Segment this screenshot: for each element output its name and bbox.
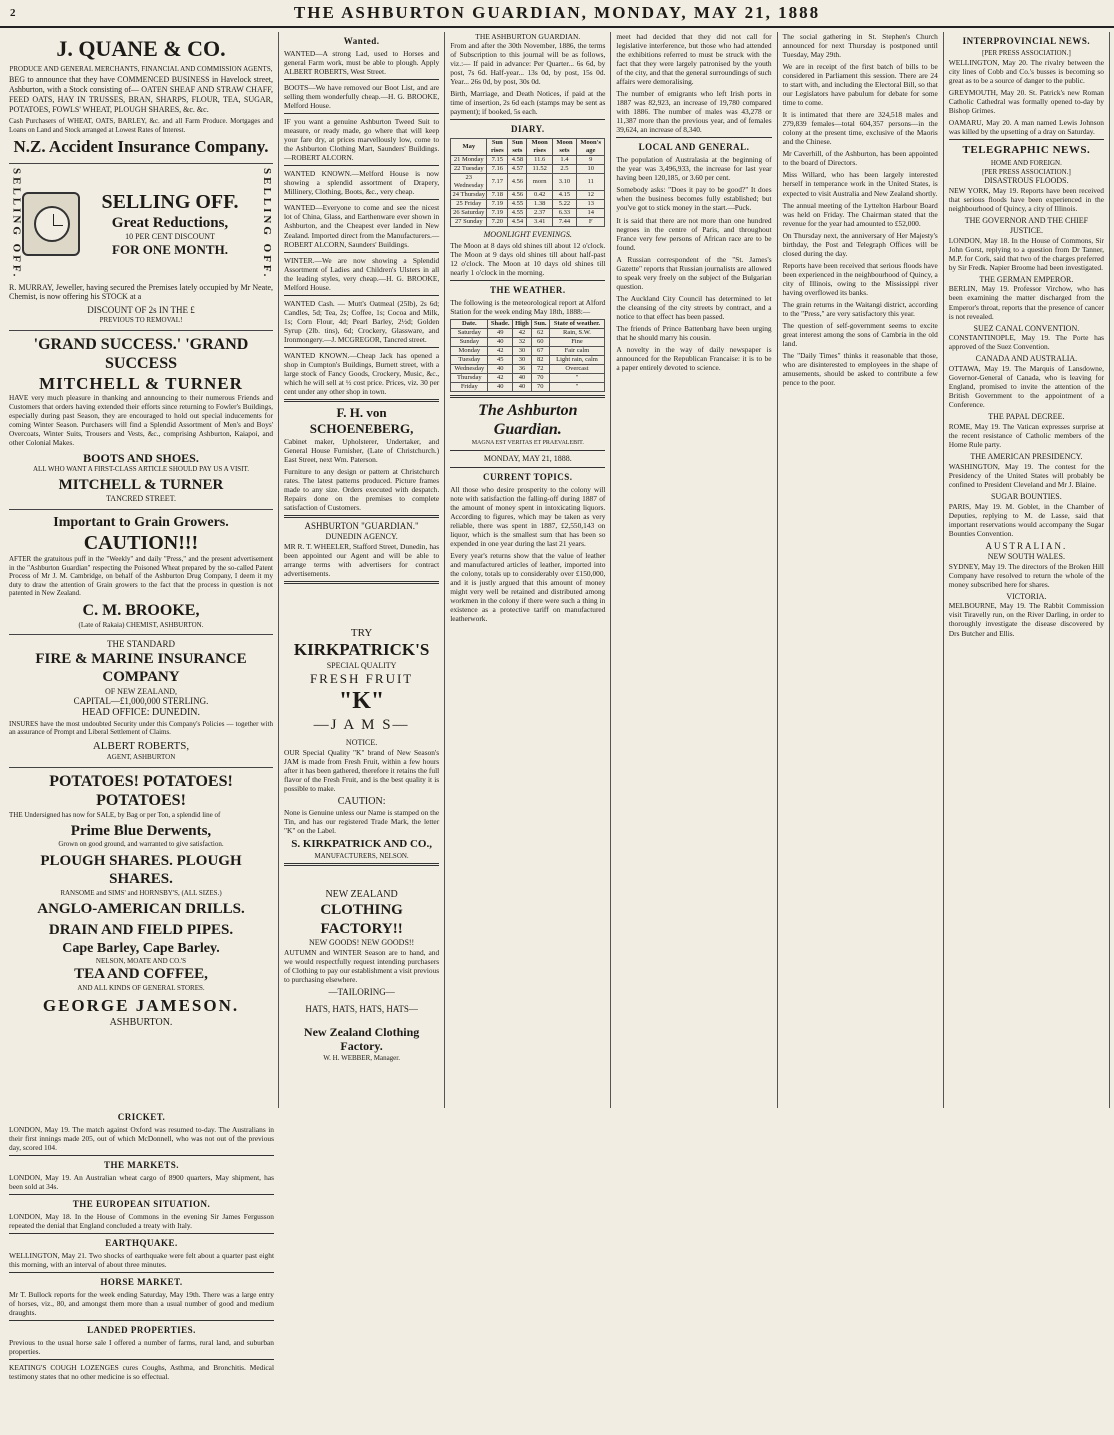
quane-body: BEG to announce that they have COMMENCED BUSINESS in Havelock street, Ashburton, with a Stock consisting of— OATEN SHEAF AND STRAW CHAFF, FEED OATS, HAY IN TRUSSES, BRAN, SHARPS, FLOUR, TEA, SUGAR, POTATOES, FOWLS' WHEAT, PLOUGH SHARES, &c. &c. bbox=[9, 75, 273, 114]
mitchell-ad bbox=[9, 331, 273, 510]
nelson-moate: NELSON, MOATE AND CO.'S bbox=[95, 956, 187, 965]
gov-chief: THE GOVERNOR AND THE CHIEF JUSTICE. bbox=[964, 216, 1089, 235]
home-foreign: HOME AND FOREIGN. bbox=[990, 159, 1062, 168]
diary-cell: 22 Tuesday bbox=[451, 165, 487, 174]
local-paragraph: The Auckland City Council has determined to let the cleansing of the city streets by contract, and a notice to that effect has been passed. bbox=[616, 293, 772, 321]
wanted-ad: WANTED KNOWN.—Melford House is now showing a splendid assortment of Drapery, Millinery, Clothing, Boots, &c., very cheap. bbox=[284, 169, 440, 197]
disastrous-floods: DISASTROUS FLOODS. bbox=[984, 176, 1069, 186]
subscription-head: THE ASHBURTON GUARDIAN. bbox=[475, 32, 581, 41]
weather-row bbox=[451, 365, 605, 374]
local-paragraph: The population of Australasia at the beginning of the year was 3,496,933, the increase for last year having been 120,185, or 3.60 per cent. bbox=[616, 155, 772, 183]
column-5 bbox=[778, 32, 944, 1108]
mitchell-title: MITCHELL & TURNER bbox=[39, 373, 243, 393]
telegram: LONDON, May 19. The match against Oxford was resumed to-day. The Australians in their first innings made 205, out of which McDonnell, who was not out of the previous day, scored 104. bbox=[9, 1125, 274, 1153]
diary-cell: 7.18 bbox=[487, 190, 508, 199]
notice-body: OUR Special Quality "K" brand of New Season's JAM is made from Fresh Fruit, within a few hours after it has been gathered, therefore it retains the full flavor of the Fresh Fruit, and is the best quality it is possible to make. bbox=[284, 747, 440, 793]
brooke-sub: (Late of Rakaia) CHEMIST, ASHBURTON. bbox=[78, 620, 204, 629]
market-report: Mr T. Bullock reports for the week ending Saturday, May 19th. There was a large entry of horses, viz., 80, and amongst them more than a usual number of good and medium draughts. bbox=[9, 1290, 274, 1318]
new-goods: NEW GOODS! NEW GOODS!! bbox=[308, 938, 415, 948]
albert-sub: AGENT, ASHBURTON bbox=[106, 752, 176, 761]
wanted-ad: WANTED KNOWN.—Cheap Jack has opened a shop in Cumpton's Buildings, Burnett street, with a large stock of Fancy Goods, Crockery, Music, &c., which he will sell at ½ cost price. Prices, viz. 30 per cent under any other shop in town. bbox=[284, 350, 440, 396]
plough-shares: PLOUGH SHARES. PLOUGH SHARES. bbox=[40, 852, 242, 888]
weather-col-header: Sun. bbox=[531, 320, 549, 329]
weather-col-header: High bbox=[512, 320, 531, 329]
article-paragraph: The annual meeting of the Lyttelton Harbour Board was held on Friday. The Chairman stated that the revenue for the year had amounted to £52,000. bbox=[782, 200, 938, 228]
special-quality: SPECIAL QUALITY bbox=[326, 660, 397, 670]
interprovincial-heading: INTERPROVINCIAL NEWS. bbox=[962, 36, 1091, 46]
moon-body: The Moon at 8 days old shines till about 12 o'clock. The Moon at 9 days old shines till about half-past 12 o'clock. The Moon at 10 days old shines till nearly 1 o'clock in the morning. bbox=[450, 241, 606, 278]
article-paragraph: The grain returns in the Waitangi district, according to the "Press," are very satisfactory this year. bbox=[782, 299, 938, 318]
tancred-street: TANCRED STREET. bbox=[106, 494, 176, 504]
telegram: ROME, May 19. The Vatican expresses surprise at the recent resistance of Catholic members of the Home Rule party. bbox=[948, 422, 1104, 450]
weather-row bbox=[451, 347, 605, 356]
weather-cell: Saturday bbox=[451, 329, 488, 338]
diary-cell: 7.15 bbox=[487, 156, 508, 165]
weather-row bbox=[451, 356, 605, 365]
head-office: HEAD OFFICE: DUNEDIN. bbox=[81, 707, 201, 719]
weather-cell: 42 bbox=[488, 374, 513, 383]
local-paragraph: It is said that there are not more than one hundred negroes in the centre of Paris, and throughout France very few persons of African race are to be found. bbox=[616, 215, 772, 252]
column-6 bbox=[944, 32, 1110, 1108]
diary-cell: 21 Monday bbox=[451, 156, 487, 165]
weather-row bbox=[451, 338, 605, 347]
markets-heading: THE MARKETS. bbox=[103, 1160, 179, 1171]
caution-head: CAUTION: bbox=[337, 796, 386, 808]
diary-cell: 7.44 bbox=[552, 217, 576, 226]
diary-cell: 1.38 bbox=[527, 199, 552, 208]
telegram: OTTAWA, May 19. The Marquis of Lansdowne, Governor-General of Canada, who is leaving for England, promised to invite the attention of the British Government to the appointment of a Conference. bbox=[948, 364, 1104, 410]
diary-cell: 24 Thursday bbox=[452, 190, 486, 198]
standard: THE STANDARD bbox=[106, 639, 176, 650]
diary-row bbox=[451, 174, 605, 191]
k-brand: "K" bbox=[338, 687, 385, 714]
wanted-ad: IF you want a genuine Ashburton Tweed Suit to measure, or ready made, go where that will keep your fare dry, at prices marvellously low, come to the Ashburton Clothing Mart, Saunders' Buildings.—ROBERT ALCORN. bbox=[284, 117, 440, 163]
telegram: GREYMOUTH, May 20. St. Patrick's new Roman Catholic Cathedral was formally opened to-day by Bishop Grimes. bbox=[948, 87, 1104, 115]
boots-shoes: BOOTS AND SHOES. bbox=[83, 450, 199, 465]
landed-heading: LANDED PROPERTIES. bbox=[87, 1325, 196, 1336]
selling-off-side-left: SELLING OFF. bbox=[10, 168, 23, 280]
telegraphic-heading: TELEGRAPHIC NEWS. bbox=[962, 143, 1091, 156]
european-heading: THE EUROPEAN SITUATION. bbox=[72, 1199, 211, 1210]
papal-decree: THE PAPAL DECREE. bbox=[988, 412, 1065, 422]
one-month: FOR ONE MONTH. bbox=[112, 242, 228, 258]
weather-cell: Sunday bbox=[451, 338, 488, 347]
guardian-agency: ASHBURTON "GUARDIAN." bbox=[304, 520, 419, 531]
diary-cell: 4.58 bbox=[508, 156, 527, 165]
column-3 bbox=[445, 32, 611, 1108]
general-stores: AND ALL KINDS OF GENERAL STORES. bbox=[77, 983, 205, 992]
diary-cell: 14 bbox=[577, 208, 605, 217]
diary-cell: 7.20 bbox=[487, 217, 508, 226]
weather-heading: THE WEATHER. bbox=[489, 285, 566, 296]
quane-title: J. QUANE & CO. bbox=[56, 36, 226, 61]
diary-cell: 9 bbox=[577, 156, 605, 165]
telegram: WELLINGTON, May 20. The rivalry between the city lines of Cobb and Co.'s busses is becoming so great as to be a source of danger to the public. bbox=[948, 57, 1104, 85]
weather-cell: 60 bbox=[531, 338, 549, 347]
weather-col-header: Shade. bbox=[488, 320, 513, 329]
insurance-ad bbox=[9, 635, 273, 767]
weather-row bbox=[451, 382, 605, 391]
telegram: WASHINGTON, May 19. The contest for the Presidency of the United States will probably be confined to President Cleveland and Mr J. Blaine. bbox=[948, 461, 1104, 489]
weather-cell: 82 bbox=[531, 356, 549, 365]
weather-cell: 72 bbox=[531, 365, 549, 374]
weather-cell: Overcast bbox=[549, 365, 605, 374]
weather-cell: 30 bbox=[512, 347, 531, 356]
caution-body-2: None is Genuine unless our Name is stamped on the Tin, and has our registered Trade Mark, the letter "K" on the Label. bbox=[284, 808, 440, 836]
diary-row bbox=[451, 156, 605, 165]
diary-cell: 2.37 bbox=[527, 208, 552, 217]
diary-cell: 4.55 bbox=[508, 199, 527, 208]
masthead bbox=[0, 0, 1114, 28]
weather-cell: 36 bbox=[512, 365, 531, 374]
wanted-ad: WINTER.—We are now showing a Splendid Assortment of Ladies and Children's Ulsters in all the leading styles, very cheap.—H. G. BROOKE, Melford House. bbox=[284, 255, 440, 292]
weather-cell: 70 bbox=[531, 382, 549, 391]
weather-cell: 40 bbox=[488, 365, 513, 374]
clothing-factory: CLOTHING FACTORY!! bbox=[320, 902, 403, 937]
weather-row bbox=[451, 374, 605, 383]
topic-paragraph: Every year's returns show that the value of leather and manufactured articles of leather, imported into the colony, totals up to considerably over £150,000, and it is justly argued that this amount of money might very well be retained and distributed among workmen in the colony if there were such a thing in existence as a protective tariff on manufactured leatherwork. bbox=[450, 551, 606, 624]
selling-off-title: SELLING OFF. bbox=[101, 190, 239, 213]
tea-coffee: TEA AND COFFEE, bbox=[74, 966, 208, 983]
diary-cell: 4.54 bbox=[508, 217, 527, 226]
of-nz: OF NEW ZEALAND, bbox=[104, 686, 178, 696]
fire-marine: FIRE & MARINE INSURANCE COMPANY bbox=[35, 651, 247, 686]
capital: CAPITAL—£1,000,000 STERLING. bbox=[73, 696, 209, 707]
weather-col-header: State of weather. bbox=[549, 320, 605, 329]
weather-cell: Light rain, calm bbox=[549, 356, 605, 365]
nz-label: NEW ZEALAND bbox=[325, 889, 398, 901]
weather-cell: Fine bbox=[549, 338, 605, 347]
weather-cell: Wednesday bbox=[451, 365, 488, 374]
kirkpatrick-title: KIRKPATRICK'S bbox=[293, 640, 430, 660]
diary-cell: 4.57 bbox=[508, 165, 527, 174]
diary-col-header: May bbox=[451, 139, 487, 156]
schoenberg-body: Furniture to any design or pattern at Christchurch rates. The latest patterns produced. Picture frames made to any size. Orders executed with despatch. Repairs done on the premises to complete satisfaction of Customers. bbox=[284, 466, 440, 512]
notice-head: NOTICE. bbox=[345, 738, 378, 748]
telegram: SYDNEY, May 19. The directors of the Broken Hill Company have resolved to return the whole of the money subscribed here for shares. bbox=[948, 561, 1104, 589]
caution-body: AFTER the gratuitous puff in the "Weekly" and daily "Press," and the present advertisement in the "Ashburton Guardian" respecting the Poisoned Wheat prepared by the so-called Patent Process of Mr J. M. Cambridge, on behalf of the Ashburton Drug Company, I deem it my duty to draw the attention of Grain growers to the fact that the process in question is not patented in New Zealand. bbox=[9, 555, 273, 598]
diary-col-header: Sun rises bbox=[487, 139, 508, 156]
anglo-drills: ANGLO-AMERICAN DRILLS. bbox=[37, 901, 245, 918]
earthquake-heading: EARTHQUAKE. bbox=[105, 1238, 178, 1249]
weather-row bbox=[451, 329, 605, 338]
weather-table bbox=[450, 319, 605, 391]
quane-ad bbox=[9, 32, 273, 164]
current-topics: CURRENT TOPICS. bbox=[483, 471, 573, 482]
telegram: BERLIN, May 19. Professor Virchow, who has been examining the matter discharged from the Emperor's throat, reports that the presence of cancer is not revealed. bbox=[948, 284, 1104, 321]
topic-paragraph: All those who desire prosperity to the colony will note with satisfaction the falling-off during 1887 of the amount of money spent in intoxicating liquors. According to figures, which may be taken as very reliable, there was spent in 1887, £2,550,143 on liquor, which is the smallest sum that has been so expended in one year during the last 21 years. bbox=[450, 484, 606, 549]
weather-cell: Thursday bbox=[451, 374, 488, 383]
wanted-ad: BOOTS—We have removed our Boot List, and are selling them wonderfully cheap.—H. G. BROOKE, Melford House. bbox=[284, 83, 440, 111]
diary-cell: 2.5 bbox=[552, 165, 576, 174]
hats: HATS, HATS, HATS, HATS— bbox=[305, 1003, 418, 1014]
article-paragraph: Reports have been received that serious floods have been experienced in the neighbourhood of Quincy, a city of Illinois, owing to the Mississippi river having overflowed its banks. bbox=[782, 260, 938, 297]
great-reductions: Great Reductions, bbox=[111, 215, 229, 232]
diary-heading: DIARY. bbox=[510, 124, 545, 135]
diary-row bbox=[451, 208, 605, 217]
murray-ad bbox=[9, 164, 273, 330]
diary-cell: 7.17 bbox=[487, 174, 508, 191]
ransome: RANSOME and SIMS' and HORNSBY'S, (ALL SIZES.) bbox=[60, 888, 222, 897]
derwents-sub: Grown on good ground, and warranted to give satisfaction. bbox=[58, 840, 224, 849]
weather-cell: 30 bbox=[512, 356, 531, 365]
article-paragraph: On Thursday next, the anniversary of Her Majesty's birthday, the Post and Telegraph Offices will be closed during the day. bbox=[782, 230, 938, 258]
diary-cell: 10 bbox=[577, 165, 605, 174]
page-columns bbox=[4, 32, 1110, 1430]
weather-cell: 49 bbox=[488, 329, 513, 338]
local-paragraph: Somebody asks: "Does it pay to be good?" It does when the business becomes fully established; but you've got to stick money in the start.—Puck. bbox=[616, 185, 772, 213]
schoenberg-name: F. H. von SCHOENEBERG, bbox=[309, 405, 414, 436]
article-paragraph: The "Daily Times" thinks it reasonable that those, who are disinterested to employees in the shape of amusements, should be asked to contribute a few pence to the poor. bbox=[782, 351, 938, 388]
clothing-body: AUTUMN and WINTER Season are to hand, and we would respectfully request intending purchasers of Clothing to pay our establishment a visit previous to purchasing elsewhere. bbox=[284, 947, 440, 984]
diary-row bbox=[451, 165, 605, 174]
wanted-ad: WANTED—A strong Lad, used to Horses and general Farm work, must be able to plough. Apply ALBERT ROBERTS, West Street. bbox=[284, 48, 440, 77]
telegram: MELBOURNE, May 19. The Rabbit Commission visit Tiravelly run, on the River Darling, in order to thoroughly investigate the disease discovered by Drs Butcher and Ellis. bbox=[948, 601, 1104, 638]
masthead-title: THE ASHBURTON GUARDIAN, MONDAY, MAY 21, 1888 bbox=[293, 3, 821, 22]
local-paragraph: A Russian correspondent of the "St. James's Gazette" reports that Russian journalists are allowed to speak very freely on the subject of the Bulgarian question. bbox=[616, 254, 772, 291]
local-paragraph: A novelty in the way of daily newspaper is announced for the Republican Francaise: it is to be a paper entirely devoted to science. bbox=[616, 344, 772, 372]
diary-cell: 13 bbox=[577, 199, 605, 208]
subscription-body: From and after the 30th November, 1886, the terms of Subscription to this journal will be as follows, viz.:— If paid in advance: Per Quarter... 6s 6d, by post, 7s 6d. Half-year... 13s 0d, by post, 15s 0d. Year... 26s 0d, by post, 30s 0d. bbox=[450, 41, 606, 87]
diary-cell: 5.22 bbox=[552, 199, 576, 208]
diary-cell: 27 Sunday bbox=[451, 217, 487, 226]
diary-cell: 4.15 bbox=[552, 190, 576, 199]
moonlight-heading: MOONLIGHT EVENINGS. bbox=[483, 229, 572, 239]
weather-cell: 42 bbox=[488, 347, 513, 356]
telegram: NEW YORK, May 19. Reports have been received that serious floods have been experienced in the neighbourhood of Quincy, a city of Illinois. bbox=[948, 185, 1104, 214]
mitchell-footer: MITCHELL & TURNER bbox=[58, 476, 224, 493]
article-paragraph: It is intimated that there are 324,518 males and 279,839 females—total 604,357 persons—in the colony at the present time, exclusive of the Maoris and the Chinese. bbox=[782, 110, 938, 147]
cricket-heading: CRICKET. bbox=[117, 1112, 166, 1123]
diary-col-header: Moon's age bbox=[577, 139, 605, 156]
clothing-footer: New Zealand Clothing Factory. bbox=[303, 1024, 420, 1054]
grain-growers: Important to Grain Growers. bbox=[53, 514, 229, 530]
schoenberg-sub: Cabinet maker, Upholsterer, Undertaker, and General House Furnisher, (Late of Christchurch.) East Street, next Wm. Paterson. bbox=[284, 436, 440, 464]
american-presidency: THE AMERICAN PRESIDENCY. bbox=[970, 452, 1083, 462]
weather-cell: Friday bbox=[451, 382, 488, 391]
column-7 bbox=[4, 1108, 279, 1430]
press-assoc: [PER PRESS ASSOCIATION.] bbox=[981, 167, 1071, 176]
article-paragraph: Mr Caverhill, of the Ashburton, has been appointed to the board of Directors. bbox=[782, 149, 938, 168]
diary-cell: 0.42 bbox=[527, 190, 552, 199]
quane-cash: Cash Purchasers of WHEAT, OATS, BARLEY, &c. and all Farm Produce. Mortgages and Loans on Land and Stock arranged at Lowest Rates of Interest. bbox=[9, 117, 273, 134]
weather-cell: " bbox=[549, 374, 605, 383]
telegram: LONDON, May 19. An Australian wheat cargo of 8900 quarters, May shipment, has been sold at 34s. bbox=[9, 1173, 274, 1192]
market-report: Previous to the usual horse sale I offered a number of farms, rural land, and suburban properties. bbox=[9, 1338, 274, 1357]
insures-body: INSURES have the most undoubted Security under this Company's Policies — together with an assurance of Prompt and Liberal Settlement of Claims. bbox=[9, 719, 273, 737]
births-notice: Birth, Marriage, and Death Notices, if paid at the time of insertion, 2s 6d each (stamps may be sent as payment); if booked, 5s each. bbox=[450, 89, 606, 117]
diary-cell: 4.56 bbox=[508, 174, 527, 191]
tailoring: —TAILORING— bbox=[328, 986, 395, 997]
telegram: LONDON, May 18. In the House of Commons in the evening Sir James Fergusson repeated the denial that England concluded a treaty with Italy. bbox=[9, 1212, 274, 1231]
diary-col-header: Moon sets bbox=[552, 139, 576, 156]
article-paragraph: The question of self-government seems to excite great interest among the sons of Cambria in the old land. bbox=[782, 320, 938, 348]
diary-cell: 23 Wednesday bbox=[451, 174, 487, 191]
weather-cell: 62 bbox=[531, 329, 549, 338]
diary-cell: 7.19 bbox=[487, 199, 508, 208]
keatings-ad: KEATING'S COUGH LOZENGES cures Coughs, Asthma, and Bronchitis. Medical testimony states that no other medicine is so effectual. bbox=[9, 1363, 274, 1382]
manufacturers: MANUFACTURERS, NELSON. bbox=[314, 851, 409, 860]
article-paragraph: The social gathering in St. Stephen's Church announced for next Thursday is postponed until Tuesday, May 29th. bbox=[782, 32, 938, 60]
diary-cell: 12 bbox=[577, 190, 605, 199]
try-label: TRY bbox=[350, 626, 373, 639]
article-paragraph: Miss Willard, who has been largely interested herself in temperance work in the United States, is expected to visit Australia and New Zealand shortly. bbox=[782, 170, 938, 198]
diary-cell: 6.33 bbox=[552, 208, 576, 217]
caution-title: CAUTION!!! bbox=[83, 531, 199, 554]
jameson-ad bbox=[9, 768, 273, 1034]
webber: W. H. WEBBER, Manager. bbox=[323, 1054, 400, 1063]
weather-cell: Rain, S.W. bbox=[549, 329, 605, 338]
horse-market-heading: HORSE MARKET. bbox=[100, 1277, 183, 1288]
telegram: LONDON, May 18. In the House of Commons, Sir John Gorst, replying to a question from Dr Tanner, M.P. for Cork, said that two of the charges preferred by Sir Fredk. Napier Broome had been investigated. bbox=[948, 235, 1104, 272]
diary-col-header: Sun sets bbox=[508, 139, 527, 156]
weather-cell: " bbox=[549, 382, 605, 391]
quane-sub: PRODUCE AND GENERAL MERCHANTS, FINANCIAL AND COMMISSION AGENTS, bbox=[9, 64, 273, 73]
weather-cell: 45 bbox=[488, 356, 513, 365]
motto: MAGNA EST VERITAS ET PRAEVALEBIT. bbox=[471, 439, 584, 446]
wheeler-notice: MR R. T. WHEELER, Stafford Street, Dunedin, has been appointed our Agent and will be able to arrange terms with advertisers for contract advertisements. bbox=[284, 541, 440, 578]
diary-table bbox=[450, 138, 605, 226]
brooke-name: C. M. BROOKE, bbox=[82, 602, 200, 619]
jameson-name: GEORGE JAMESON. bbox=[42, 996, 240, 1016]
potatoes-body: THE Undersigned has now for SALE, by Bag or per Ton, a splendid line of bbox=[9, 810, 221, 819]
diary-cell: 7.16 bbox=[487, 165, 508, 174]
article-paragraph: meet had decided that they did not call for legislative interference, but those who had attended the exhibitions referred to must be struck with the fact that they were largely patronised by the youth of the city, and that the general surroundings of such affairs were demoralising. bbox=[616, 32, 772, 87]
weather-cell: 42 bbox=[512, 329, 531, 338]
diary-cell: F bbox=[577, 217, 605, 226]
nsw-heading: NEW SOUTH WALES. bbox=[987, 551, 1066, 561]
article-paragraph: The number of emigrants who left Irish ports in 1887 was 82,923, an increase of 19,780 compared with 1886. The number of males was 43,278 or 11,387 more than the previous year, and of females 39,624, an increase of 8,340. bbox=[616, 89, 772, 135]
weather-cell: 40 bbox=[488, 382, 513, 391]
skirkpatrick: S. KIRKPATRICK AND CO., bbox=[291, 838, 432, 851]
diary-cell: 11 bbox=[577, 174, 605, 191]
diary-cell: 4.55 bbox=[508, 208, 527, 217]
diary-cell: 7.19 bbox=[487, 208, 508, 217]
clock-icon bbox=[22, 192, 80, 256]
jameson-town: ASHBURTON. bbox=[109, 1016, 173, 1028]
column-2 bbox=[279, 32, 445, 1108]
selling-off-side-right: SELLING OFF. bbox=[261, 168, 273, 280]
suez-canal: SUEZ CANAL CONVENTION. bbox=[973, 323, 1080, 333]
diary-row bbox=[451, 190, 605, 199]
diary-col-header: Moon rises bbox=[527, 139, 552, 156]
boots-note: ALL WHO WANT A FIRST-CLASS ARTICLE SHOULD PAY US A VISIT. bbox=[32, 465, 250, 474]
diary-cell: 3.41 bbox=[527, 217, 552, 226]
telegram: OAMARU, May 20. A man named Lewis Johnson was killed by the upsetting of a dray on Saturday. bbox=[948, 117, 1104, 136]
diary-cell: 11.52 bbox=[527, 165, 552, 174]
weather-cell: 67 bbox=[531, 347, 549, 356]
victoria-heading: VICTORIA. bbox=[1006, 591, 1047, 601]
discount-line: DISCOUNT OF 2s IN THE £ bbox=[87, 305, 195, 316]
diary-cell: 4.56 bbox=[508, 190, 527, 199]
article-paragraph: We are in receipt of the first batch of bills to be considered in Parliament this session. There are 24 to start with, and including the Electoral Bill, so that our Legislators have pabulum for debate for some time to come. bbox=[782, 62, 938, 108]
weather-cell: Tuesday bbox=[451, 356, 488, 365]
dateline: MONDAY, MAY 21, 1888. bbox=[483, 454, 572, 464]
local-paragraph: The friends of Prince Battenbarg have been urging that he should marry his cousin. bbox=[616, 323, 772, 342]
diary-cell: morn bbox=[527, 174, 552, 191]
wanted-ad: WANTED—Everyone to come and see the nicest lot of China, Glass, and Earthenware ever shown in Ashburton, and the Cheapest ever landed in New Zealand. Imported direct from the Manufacturers.—ROBERT ALCORN, Saunders' Buildings. bbox=[284, 203, 440, 249]
potatoes-title: POTATOES! POTATOES! POTATOES! bbox=[49, 772, 233, 810]
weather-cell: Fair calm bbox=[549, 347, 605, 356]
albert-roberts: ALBERT ROBERTS, bbox=[92, 739, 190, 752]
murray-body: R. MURRAY, Jeweller, having secured the Premises lately occupied by Mr Neate, Chemist, is now offering his STOCK at a bbox=[9, 282, 273, 302]
weather-col-header: Date. bbox=[451, 320, 488, 329]
weather-cell: Monday bbox=[451, 347, 488, 356]
caution-ad bbox=[9, 510, 273, 635]
weather-cell: 40 bbox=[488, 338, 513, 347]
weather-cell: 70 bbox=[531, 374, 549, 383]
diary-cell: 26 Saturday bbox=[451, 208, 487, 217]
weather-cell: 40 bbox=[512, 374, 531, 383]
local-general-heading: LOCAL AND GENERAL. bbox=[638, 142, 750, 153]
percent-discount: 10 PER CENT DISCOUNT bbox=[125, 232, 215, 242]
diary-row bbox=[451, 217, 605, 226]
wanted-ad: WANTED Cash. — Mutt's Oatmeal (25lb), 2s 6d; Candles, 5d; Tea, 2s; Coffee, 1s; Cocoa and Milk, 1s; Corn Flour, 4d; Pearl Barley, 2½d; Golden Syrup (2lb. tins), 6d; Crockery, Glassware, and Ironmongery.—J. MCGREGOR, Tancred street. bbox=[284, 298, 440, 344]
drain-pipes: DRAIN AND FIELD PIPES. bbox=[48, 922, 234, 939]
grand-success: 'GRAND SUCCESS.' 'GRAND SUCCESS bbox=[33, 335, 249, 373]
weather-cell: 40 bbox=[512, 382, 531, 391]
diary-cell: 11.6 bbox=[527, 156, 552, 165]
telegram: PARIS, May 19. M. Goblet, in the Chamber of Deputies, replying to M. de Lasse, said that important reservations would accompany the Sugar Bounties Convention. bbox=[948, 501, 1104, 538]
telegram: CONSTANTINOPLE, May 19. The Porte has approved of the Suez Convention. bbox=[948, 333, 1104, 352]
weather-intro: The following is the meteorological report at Alford Station for the week ending May 18th, 1888:— bbox=[450, 298, 606, 317]
canada-australia: CANADA AND AUSTRALIA. bbox=[975, 354, 1078, 364]
press-assoc: [PER PRESS ASSOCIATION.] bbox=[981, 48, 1071, 57]
diary-row bbox=[451, 199, 605, 208]
weather-cell: 32 bbox=[512, 338, 531, 347]
diary-cell: 25 Friday bbox=[451, 199, 487, 208]
paper-title: The Ashburton Guardian. bbox=[478, 401, 578, 439]
nz-accident: N.Z. Accident Insurance Company. bbox=[13, 137, 269, 157]
german-emperor: THE GERMAN EMPEROR. bbox=[979, 274, 1074, 284]
derwents: Prime Blue Derwents, bbox=[70, 823, 212, 840]
telegram: WELLINGTON, May 21. Two shocks of earthquake were felt about a quarter past eight this morning, with an interval of about three minutes. bbox=[9, 1251, 274, 1270]
column-4 bbox=[611, 32, 777, 1108]
dunedin-agency: DUNEDIN AGENCY. bbox=[325, 531, 398, 541]
diary-cell: 3.10 bbox=[552, 174, 576, 191]
jams: —J A M S— bbox=[313, 716, 410, 733]
australian-heading: AUSTRALIAN. bbox=[985, 540, 1068, 551]
page-number: 2 bbox=[10, 7, 16, 19]
cape-barley: Cape Barley, Cape Barley. bbox=[62, 940, 220, 956]
diary-cell: 1.4 bbox=[552, 156, 576, 165]
mitchell-body: HAVE very much pleasure in thanking and announcing to their numerous Friends and Customers that orders having extended their efforts since returning to Fowler's Buildings, especially during past Season, they are encouraged to hold out special inducements for coming Winter Season. Purchasers will find a Splendid Assortment of Men's and Boys' Overcoats, Winter Suits, Trousers and Vests, &c., comprising Ashburton, Kaiapoi, and other Colonial Makes. bbox=[9, 393, 273, 447]
previous-removal: PREVIOUS TO REMOVAL! bbox=[99, 316, 183, 325]
sugar-bounties: SUGAR BOUNTIES. bbox=[991, 491, 1062, 501]
wanted-heading: Wanted. bbox=[343, 36, 380, 46]
fresh-fruit: FRESH FRUIT bbox=[309, 670, 414, 686]
column-1 bbox=[4, 32, 279, 1108]
